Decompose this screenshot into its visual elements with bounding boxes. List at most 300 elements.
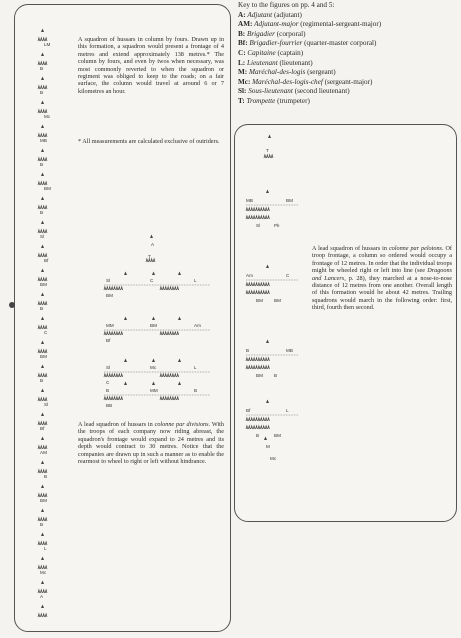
hussar-icon	[256, 366, 258, 369]
hussar-icon	[109, 287, 111, 290]
hussar-icon	[177, 287, 179, 290]
officer-icon	[41, 29, 44, 33]
hussar-icon	[40, 566, 42, 569]
hussar-icon	[40, 350, 42, 353]
hussar-icon	[174, 374, 176, 377]
hussar-icon	[258, 208, 260, 211]
hussar-icon	[40, 86, 42, 89]
hussar-icon	[260, 208, 262, 211]
key-code: M:	[238, 68, 249, 77]
hussar-icon	[109, 374, 111, 377]
hussar-icon	[248, 366, 250, 369]
formation-label: B	[246, 348, 250, 353]
hussar-icon	[177, 397, 179, 400]
hussar-icon	[43, 422, 45, 425]
hussar-icon	[40, 422, 42, 425]
hussar-icon	[251, 283, 253, 286]
officer-icon	[41, 581, 44, 585]
officer-icon	[41, 221, 44, 225]
hussar-icon	[45, 494, 47, 497]
hussar-icon	[40, 470, 42, 473]
hussar-icon	[260, 418, 262, 421]
formation-label: Pk	[274, 223, 280, 228]
formation-label: L	[44, 546, 47, 551]
key-code: L:	[238, 58, 247, 67]
hussar-icon	[167, 397, 169, 400]
key-code: Bf:	[238, 39, 250, 48]
hussar-icon	[45, 278, 47, 281]
officer-icon	[41, 77, 44, 81]
hussar-icon	[253, 291, 255, 294]
formation-label: Mc	[44, 114, 51, 119]
hussar-icon	[43, 158, 45, 161]
hussar-icon	[265, 426, 267, 429]
hussar-icon	[45, 422, 47, 425]
formation-label: C	[150, 278, 154, 283]
key-code: Sl:	[238, 87, 249, 96]
formation-label: BM	[106, 293, 113, 298]
formation-label: Bf	[246, 408, 251, 413]
hussar-icon	[43, 542, 45, 545]
officer-icon	[124, 359, 127, 363]
formation-label: B	[40, 210, 44, 215]
hussar-icon	[248, 216, 250, 219]
hussar-icon	[38, 566, 40, 569]
officer-icon	[41, 269, 44, 273]
key-gloss: (corporal)	[274, 29, 306, 38]
hussar-icon	[246, 283, 248, 286]
hussar-icon	[43, 86, 45, 89]
officer-icon	[41, 485, 44, 489]
hussar-icon	[265, 216, 267, 219]
hussar-icon	[253, 418, 255, 421]
hussar-icon	[251, 291, 253, 294]
hussar-icon	[248, 291, 250, 294]
key-gloss: (sergeant)	[305, 68, 336, 77]
formation-label: B	[256, 433, 260, 438]
hussar-icon	[114, 287, 116, 290]
formation-label: T	[266, 148, 269, 153]
formation-label: BM	[274, 298, 281, 303]
key-code: B:	[238, 29, 247, 38]
formation-label: BM	[256, 373, 263, 378]
formation-label: BM	[44, 186, 51, 191]
key-code: A:	[238, 10, 248, 19]
hussar-icon	[111, 287, 113, 290]
hussar-icon	[246, 208, 248, 211]
formation-label: B	[40, 306, 44, 311]
hussar-icon	[38, 326, 40, 329]
hussar-icon	[246, 426, 248, 429]
hussar-icon	[258, 358, 260, 361]
formation-label: L	[194, 365, 197, 370]
formation-label: Mc	[40, 570, 47, 575]
hussar-icon	[104, 397, 106, 400]
hussar-icon	[265, 418, 267, 421]
hussar-icon	[45, 158, 47, 161]
hussar-icon	[248, 426, 250, 429]
hussar-icon	[174, 397, 176, 400]
hussar-icon	[45, 398, 47, 401]
hussar-icon	[43, 302, 45, 305]
hussar-icon	[248, 418, 250, 421]
key-term: Brigadier	[246, 29, 275, 38]
colonne-par-pelotons-diagram	[246, 135, 298, 462]
hussar-icon	[256, 208, 258, 211]
hussar-icon	[43, 230, 45, 233]
hussar-icon	[160, 332, 162, 335]
formation-label: M	[266, 444, 270, 449]
formation-label: Mc	[150, 365, 157, 370]
key-title: Key to the figures on pp. 4 and 5:	[238, 1, 335, 9]
hussar-icon	[43, 326, 45, 329]
formation-label: C	[106, 380, 110, 385]
hussar-icon	[45, 542, 47, 545]
hussar-icon	[174, 332, 176, 335]
hussar-icon	[45, 86, 47, 89]
officer-icon	[41, 365, 44, 369]
hussar-icon	[38, 590, 40, 593]
hussar-icon	[260, 358, 262, 361]
hussar-icon	[38, 446, 40, 449]
formation-label: BM	[150, 323, 157, 328]
hussar-icon	[111, 374, 113, 377]
hussar-icon	[40, 614, 42, 617]
officer-icon	[266, 400, 269, 404]
formation-label: Am	[194, 323, 201, 328]
hussar-icon	[38, 470, 40, 473]
hussar-icon	[43, 110, 45, 113]
hussar-icon	[162, 332, 164, 335]
formation-label: BM	[40, 282, 47, 287]
officer-icon	[124, 272, 127, 276]
hussar-icon	[268, 208, 270, 211]
officer-icon	[152, 272, 155, 276]
hussar-icon	[45, 182, 47, 185]
hussar-icon	[45, 206, 47, 209]
formation-label: Sl	[40, 234, 45, 239]
hussar-icon	[118, 374, 120, 377]
hussar-icon	[263, 366, 265, 369]
hussar-icon	[45, 470, 47, 473]
key-term: Maréchal-des-logis-chef	[252, 77, 323, 86]
hussar-icon	[162, 374, 164, 377]
hussar-icon	[43, 374, 45, 377]
hussar-icon	[153, 259, 155, 262]
hussar-icon	[246, 366, 248, 369]
column-by-fours-diagram	[38, 29, 51, 618]
formation-label: B	[194, 388, 198, 393]
formation-label: MB	[246, 198, 253, 203]
hussar-icon	[43, 398, 45, 401]
officer-icon	[41, 53, 44, 57]
hussar-icon	[43, 446, 45, 449]
hussar-icon	[38, 62, 40, 65]
officer-icon	[152, 317, 155, 321]
hussar-icon	[177, 332, 179, 335]
hussar-icon	[114, 397, 116, 400]
hussar-icon	[45, 110, 47, 113]
formation-label: BM	[286, 198, 293, 203]
hussar-icon	[170, 332, 172, 335]
officer-icon	[41, 509, 44, 513]
hussar-icon	[38, 374, 40, 377]
hussar-icon	[162, 397, 164, 400]
hussar-icon	[160, 397, 162, 400]
hussar-icon	[38, 134, 40, 137]
hussar-icon	[174, 287, 176, 290]
hussar-icon	[172, 332, 174, 335]
formation-label: BM	[40, 354, 47, 359]
officer-icon	[41, 341, 44, 345]
formation-label: MB	[286, 348, 293, 353]
hussar-icon	[45, 230, 47, 233]
hussar-icon	[251, 426, 253, 429]
hussar-icon	[43, 182, 45, 185]
hussar-icon	[251, 366, 253, 369]
hussar-icon	[43, 278, 45, 281]
hussar-icon	[45, 134, 47, 137]
hussar-icon	[118, 287, 120, 290]
hussar-icon	[43, 614, 45, 617]
officer-icon	[152, 382, 155, 386]
hussar-icon	[264, 155, 266, 158]
key-term: Capitaine	[247, 48, 276, 57]
hussar-icon	[263, 208, 265, 211]
hussar-icon	[38, 110, 40, 113]
hussar-icon	[104, 374, 106, 377]
hussar-icon	[40, 374, 42, 377]
hussar-icon	[40, 398, 42, 401]
hussar-icon	[38, 278, 40, 281]
formation-label: L	[286, 408, 289, 413]
formation-label: T	[148, 254, 151, 259]
hussar-icon	[265, 366, 267, 369]
hussar-icon	[160, 287, 162, 290]
hussar-icon	[45, 62, 47, 65]
key-term: Sous-lieutenant	[248, 87, 293, 96]
hussar-icon	[251, 208, 253, 211]
hussar-icon	[43, 518, 45, 521]
formation-label: Bf	[44, 258, 49, 263]
hussar-icon	[271, 155, 273, 158]
colonne-par-divisions-diagram	[104, 235, 210, 409]
hussar-icon	[121, 397, 123, 400]
hussar-icon	[40, 158, 42, 161]
hussar-icon	[38, 254, 40, 257]
formation-label: MB	[40, 138, 47, 143]
hussar-icon	[45, 254, 47, 257]
hussar-icon	[265, 358, 267, 361]
formation-label: B	[40, 90, 44, 95]
key-term: Maréchal-des-logis	[248, 68, 306, 77]
hussar-icon	[116, 287, 118, 290]
hussar-icon	[170, 374, 172, 377]
officer-icon	[41, 173, 44, 177]
officer-icon	[178, 272, 181, 276]
officer-icon	[266, 265, 269, 269]
hussar-icon	[104, 332, 106, 335]
colonne-par-divisions-description: A lead squadron of hussars in colonne par divisions. With the troops of each company now riding abreast, the squadron's frontage would expand to 24 metres and its depth would contract to 30 metres. Notice that the companies are drawn up in such a manner as to enable the rearmost to wheel to right or left without hindrance.	[78, 421, 224, 466]
formation-label: LM	[44, 42, 51, 47]
hussar-icon	[43, 590, 45, 593]
hussar-icon	[40, 518, 42, 521]
hussar-icon	[38, 38, 40, 41]
hussar-icon	[167, 287, 169, 290]
hussar-icon	[258, 426, 260, 429]
hussar-icon	[172, 397, 174, 400]
hussar-icon	[263, 418, 265, 421]
formation-label: B	[106, 388, 110, 393]
formation-label: MM	[150, 388, 158, 393]
hussar-icon	[40, 494, 42, 497]
officer-icon	[41, 125, 44, 129]
key-gloss: (lieutenant)	[277, 58, 313, 67]
hussar-icon	[256, 358, 258, 361]
officer-icon	[178, 317, 181, 321]
hussar-icon	[256, 283, 258, 286]
officer-icon	[264, 437, 267, 441]
hussar-icon	[40, 326, 42, 329]
colonne-par-pelotons-description: A lead squadron of hussars in colonne par pelotons. Of troop frontage, a column so ordered would occupy a frontage of 12 metres. In order that the individual troops might be wheeled right or left into line (see Dragoons and Lancers, p. 28), they marched at a nose-to-nose distance of 12 metres from one another. Overall length of this formation would be about 42 metres. Trailing squadrons would march in the following order: first, third, fourth then second.	[312, 245, 453, 312]
punch-hole-mark	[9, 302, 15, 308]
hussar-icon	[43, 38, 45, 41]
hussar-icon	[268, 418, 270, 421]
hussar-icon	[260, 216, 262, 219]
hussar-icon	[40, 590, 42, 593]
officer-icon	[41, 533, 44, 537]
formation-label: AM	[40, 450, 47, 455]
key-code: AM:	[238, 20, 255, 29]
hussar-icon	[38, 302, 40, 305]
key-term: Adjutant-major	[254, 20, 299, 29]
hussar-icon	[266, 155, 268, 158]
formation-label: BM	[274, 433, 281, 438]
hussar-icon	[148, 259, 150, 262]
key-term: Adjutant	[247, 10, 273, 19]
hussar-icon	[251, 358, 253, 361]
officer-icon	[41, 605, 44, 609]
hussar-icon	[104, 287, 106, 290]
formation-label: B	[40, 522, 44, 527]
hussar-icon	[258, 216, 260, 219]
hussar-icon	[43, 494, 45, 497]
hussar-icon	[38, 542, 40, 545]
officer-icon	[41, 101, 44, 105]
hussar-icon	[263, 291, 265, 294]
hussar-icon	[121, 287, 123, 290]
hussar-icon	[177, 374, 179, 377]
hussar-icon	[160, 374, 162, 377]
hussar-icon	[45, 374, 47, 377]
hussar-icon	[265, 283, 267, 286]
hussar-icon	[256, 216, 258, 219]
hussar-icon	[172, 287, 174, 290]
formation-label: BM	[256, 298, 263, 303]
hussar-icon	[170, 287, 172, 290]
hussar-icon	[43, 470, 45, 473]
formation-label: B	[40, 378, 44, 383]
hussar-icon	[40, 278, 42, 281]
officer-icon	[41, 461, 44, 465]
hussar-icon	[269, 155, 271, 158]
hussar-icon	[106, 397, 108, 400]
key-term: Brigadier-fourrier	[249, 39, 303, 48]
formation-label: B	[40, 66, 44, 71]
hussar-icon	[165, 287, 167, 290]
key-gloss: (regimental-sergeant-major)	[298, 20, 382, 29]
hussar-icon	[253, 366, 255, 369]
hussar-icon	[38, 614, 40, 617]
hussar-icon	[40, 230, 42, 233]
hussar-icon	[263, 216, 265, 219]
hussar-icon	[38, 422, 40, 425]
officer-icon	[41, 149, 44, 153]
formation-label: B	[40, 162, 44, 167]
officer-icon	[152, 359, 155, 363]
column-by-fours-description: A squadron of hussars in column by fours. Drawn up in this formation, a squadron would present a frontage of 4 metres and extend approximately 138 metres.* The column by fours, and even by twos when necessary, was most commonly reverted to when the squadron or regiment was obliged to keep to the roads; on a fair surface, the column would travel at around 6 or 7 kilometres an hour.	[78, 36, 224, 95]
key-term: Lieutenant	[246, 58, 278, 67]
hussar-icon	[172, 374, 174, 377]
hussar-icon	[45, 302, 47, 305]
key-gloss: (second lieutenant)	[292, 87, 350, 96]
hussar-icon	[38, 494, 40, 497]
formation-label: C	[286, 273, 290, 278]
hussar-icon	[45, 38, 47, 41]
hussar-icon	[265, 208, 267, 211]
hussar-icon	[38, 86, 40, 89]
key-code: Mc:	[238, 77, 253, 86]
key-gloss: (trumpeter)	[275, 96, 310, 105]
hussar-icon	[40, 182, 42, 185]
key-term: Trompette	[246, 96, 276, 105]
hussar-icon	[165, 374, 167, 377]
hussar-icon	[40, 62, 42, 65]
hussar-icon	[40, 110, 42, 113]
key-gloss: (quarter-master corporal)	[302, 39, 377, 48]
formation-label: Bf	[106, 338, 111, 343]
officer-icon	[41, 389, 44, 393]
hussar-icon	[106, 332, 108, 335]
hussar-icon	[114, 332, 116, 335]
hussar-icon	[260, 366, 262, 369]
hussar-icon	[146, 259, 148, 262]
hussar-icon	[109, 397, 111, 400]
formation-label: A	[40, 594, 44, 599]
hussar-icon	[263, 283, 265, 286]
formation-label: MM	[106, 323, 114, 328]
hussar-icon	[268, 291, 270, 294]
key-code: T:	[238, 96, 247, 105]
formation-label: Mc	[270, 456, 277, 461]
hussar-icon	[121, 374, 123, 377]
officer-icon	[41, 437, 44, 441]
hussar-icon	[258, 291, 260, 294]
hussar-icon	[260, 426, 262, 429]
hussar-icon	[40, 134, 42, 137]
hussar-icon	[111, 332, 113, 335]
formation-label: L	[194, 278, 197, 283]
hussar-icon	[253, 358, 255, 361]
hussar-icon	[253, 216, 255, 219]
hussar-icon	[43, 350, 45, 353]
hussar-icon	[38, 518, 40, 521]
hussar-icon	[162, 287, 164, 290]
officer-icon	[41, 413, 44, 417]
key-gloss: (adjutant)	[272, 10, 302, 19]
hussar-icon	[246, 216, 248, 219]
hussar-icon	[268, 366, 270, 369]
